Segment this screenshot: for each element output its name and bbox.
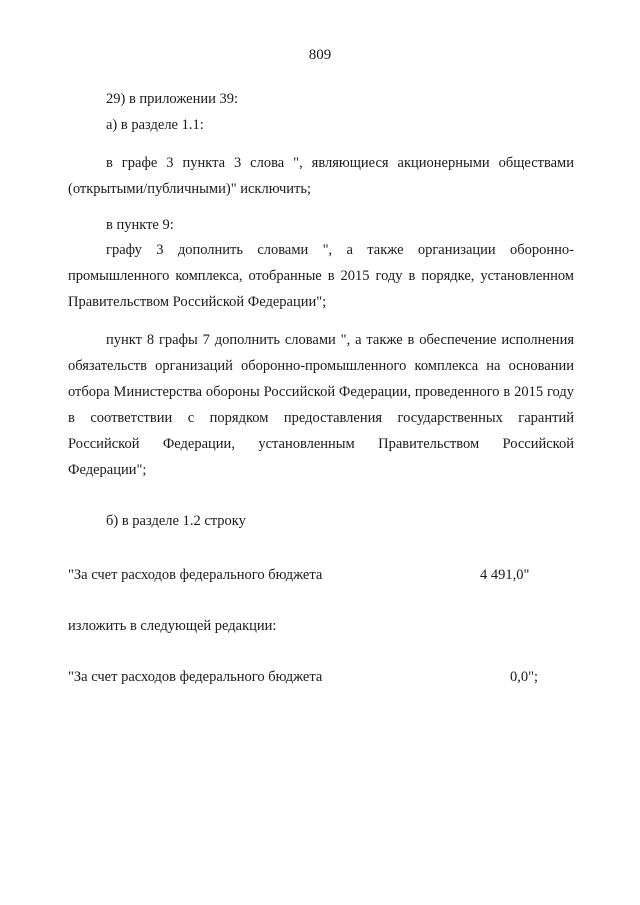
budget-row-old bbox=[68, 562, 574, 588]
subsection-a-heading: а) в разделе 1.1: bbox=[106, 117, 204, 133]
budget-row-new bbox=[68, 664, 574, 690]
budget-row-old-value: 4 491,0" bbox=[480, 567, 530, 583]
page-number: 809 bbox=[308, 47, 332, 63]
budget-row-old-label: "За счет расходов федерального бюджета bbox=[68, 567, 323, 583]
paragraph-graph3-remove: в графе 3 пункта 3 слова ", являющиеся акционерными обществами (открытыми/публичными)" исключить; bbox=[68, 155, 574, 197]
subsection-b-heading: б) в разделе 1.2 строку bbox=[106, 513, 246, 529]
paragraph-point8-add: пункт 8 графы 7 дополнить словами ", а также в обеспечение исполнения обязательств организаций оборонно-промышленного комплекса на основании отбора Министерства обороны Российской Федерации, проведенного в 2015 году в соответствии с порядком предоставления государственных гарантий Российской Федерации, установленным Правительством Российской Федерации"; bbox=[68, 332, 574, 478]
budget-row-new-value: 0,0"; bbox=[510, 669, 539, 685]
budget-row-new-label: "За счет расходов федерального бюджета bbox=[68, 669, 323, 685]
point-9-heading: в пункте 9: bbox=[106, 217, 174, 233]
new-edition-statement: изложить в следующей редакции: bbox=[68, 618, 277, 634]
paragraph-graph3-add: графу 3 дополнить словами ", а также организации оборонно-промышленного комплекса, отобранные в 2015 году в порядке, установленном Правительством Российской Федерации"; bbox=[68, 242, 574, 310]
item-29-heading: 29) в приложении 39: bbox=[106, 91, 239, 107]
